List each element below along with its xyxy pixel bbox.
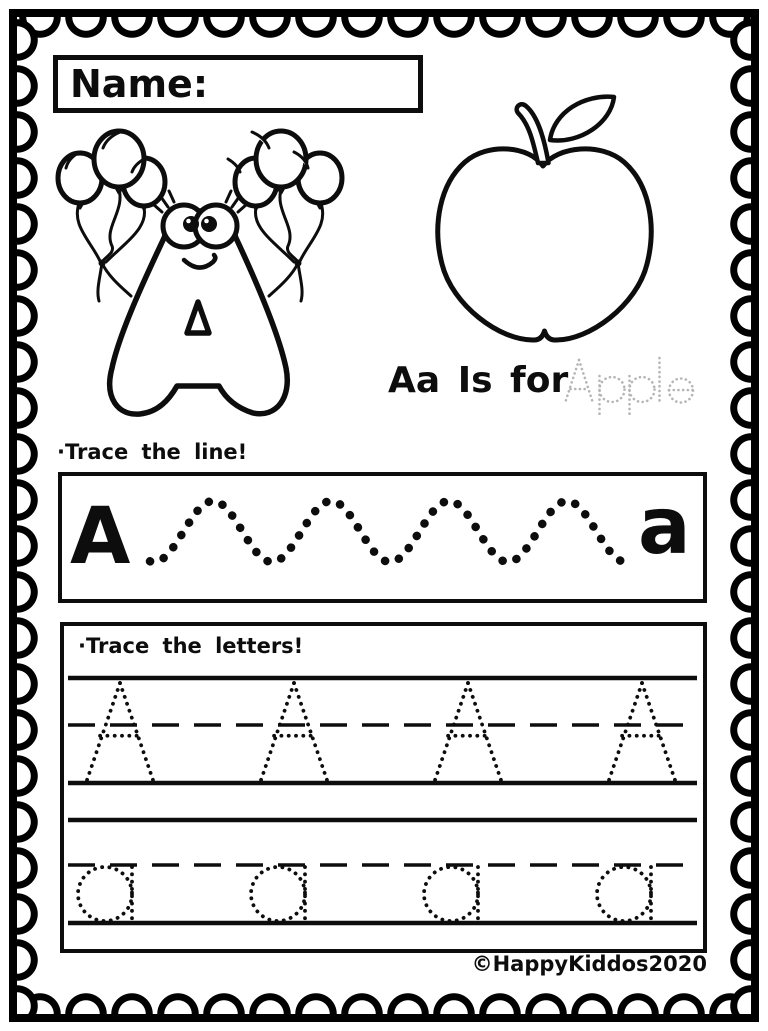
name-input[interactable] [218,66,408,103]
copyright-text: ©HappyKiddos2020 [471,952,707,976]
trace-line-start-letter: A [70,492,131,582]
trace-line-box [58,472,707,603]
name-label: Name: [70,62,209,106]
trace-line-end-letter: a [638,482,691,572]
trace-letters-box [60,622,707,953]
title-prefix: Aa Is for [388,360,569,401]
trace-letters-label: ·Trace the letters! [78,634,304,658]
name-field-box [53,55,423,113]
scallop-edge-right [729,17,751,1014]
scallop-edge-top [17,17,751,39]
scallop-edge-bottom [17,992,751,1014]
scallop-edge-left [17,17,39,1014]
trace-line-label: ·Trace the line! [57,440,248,464]
